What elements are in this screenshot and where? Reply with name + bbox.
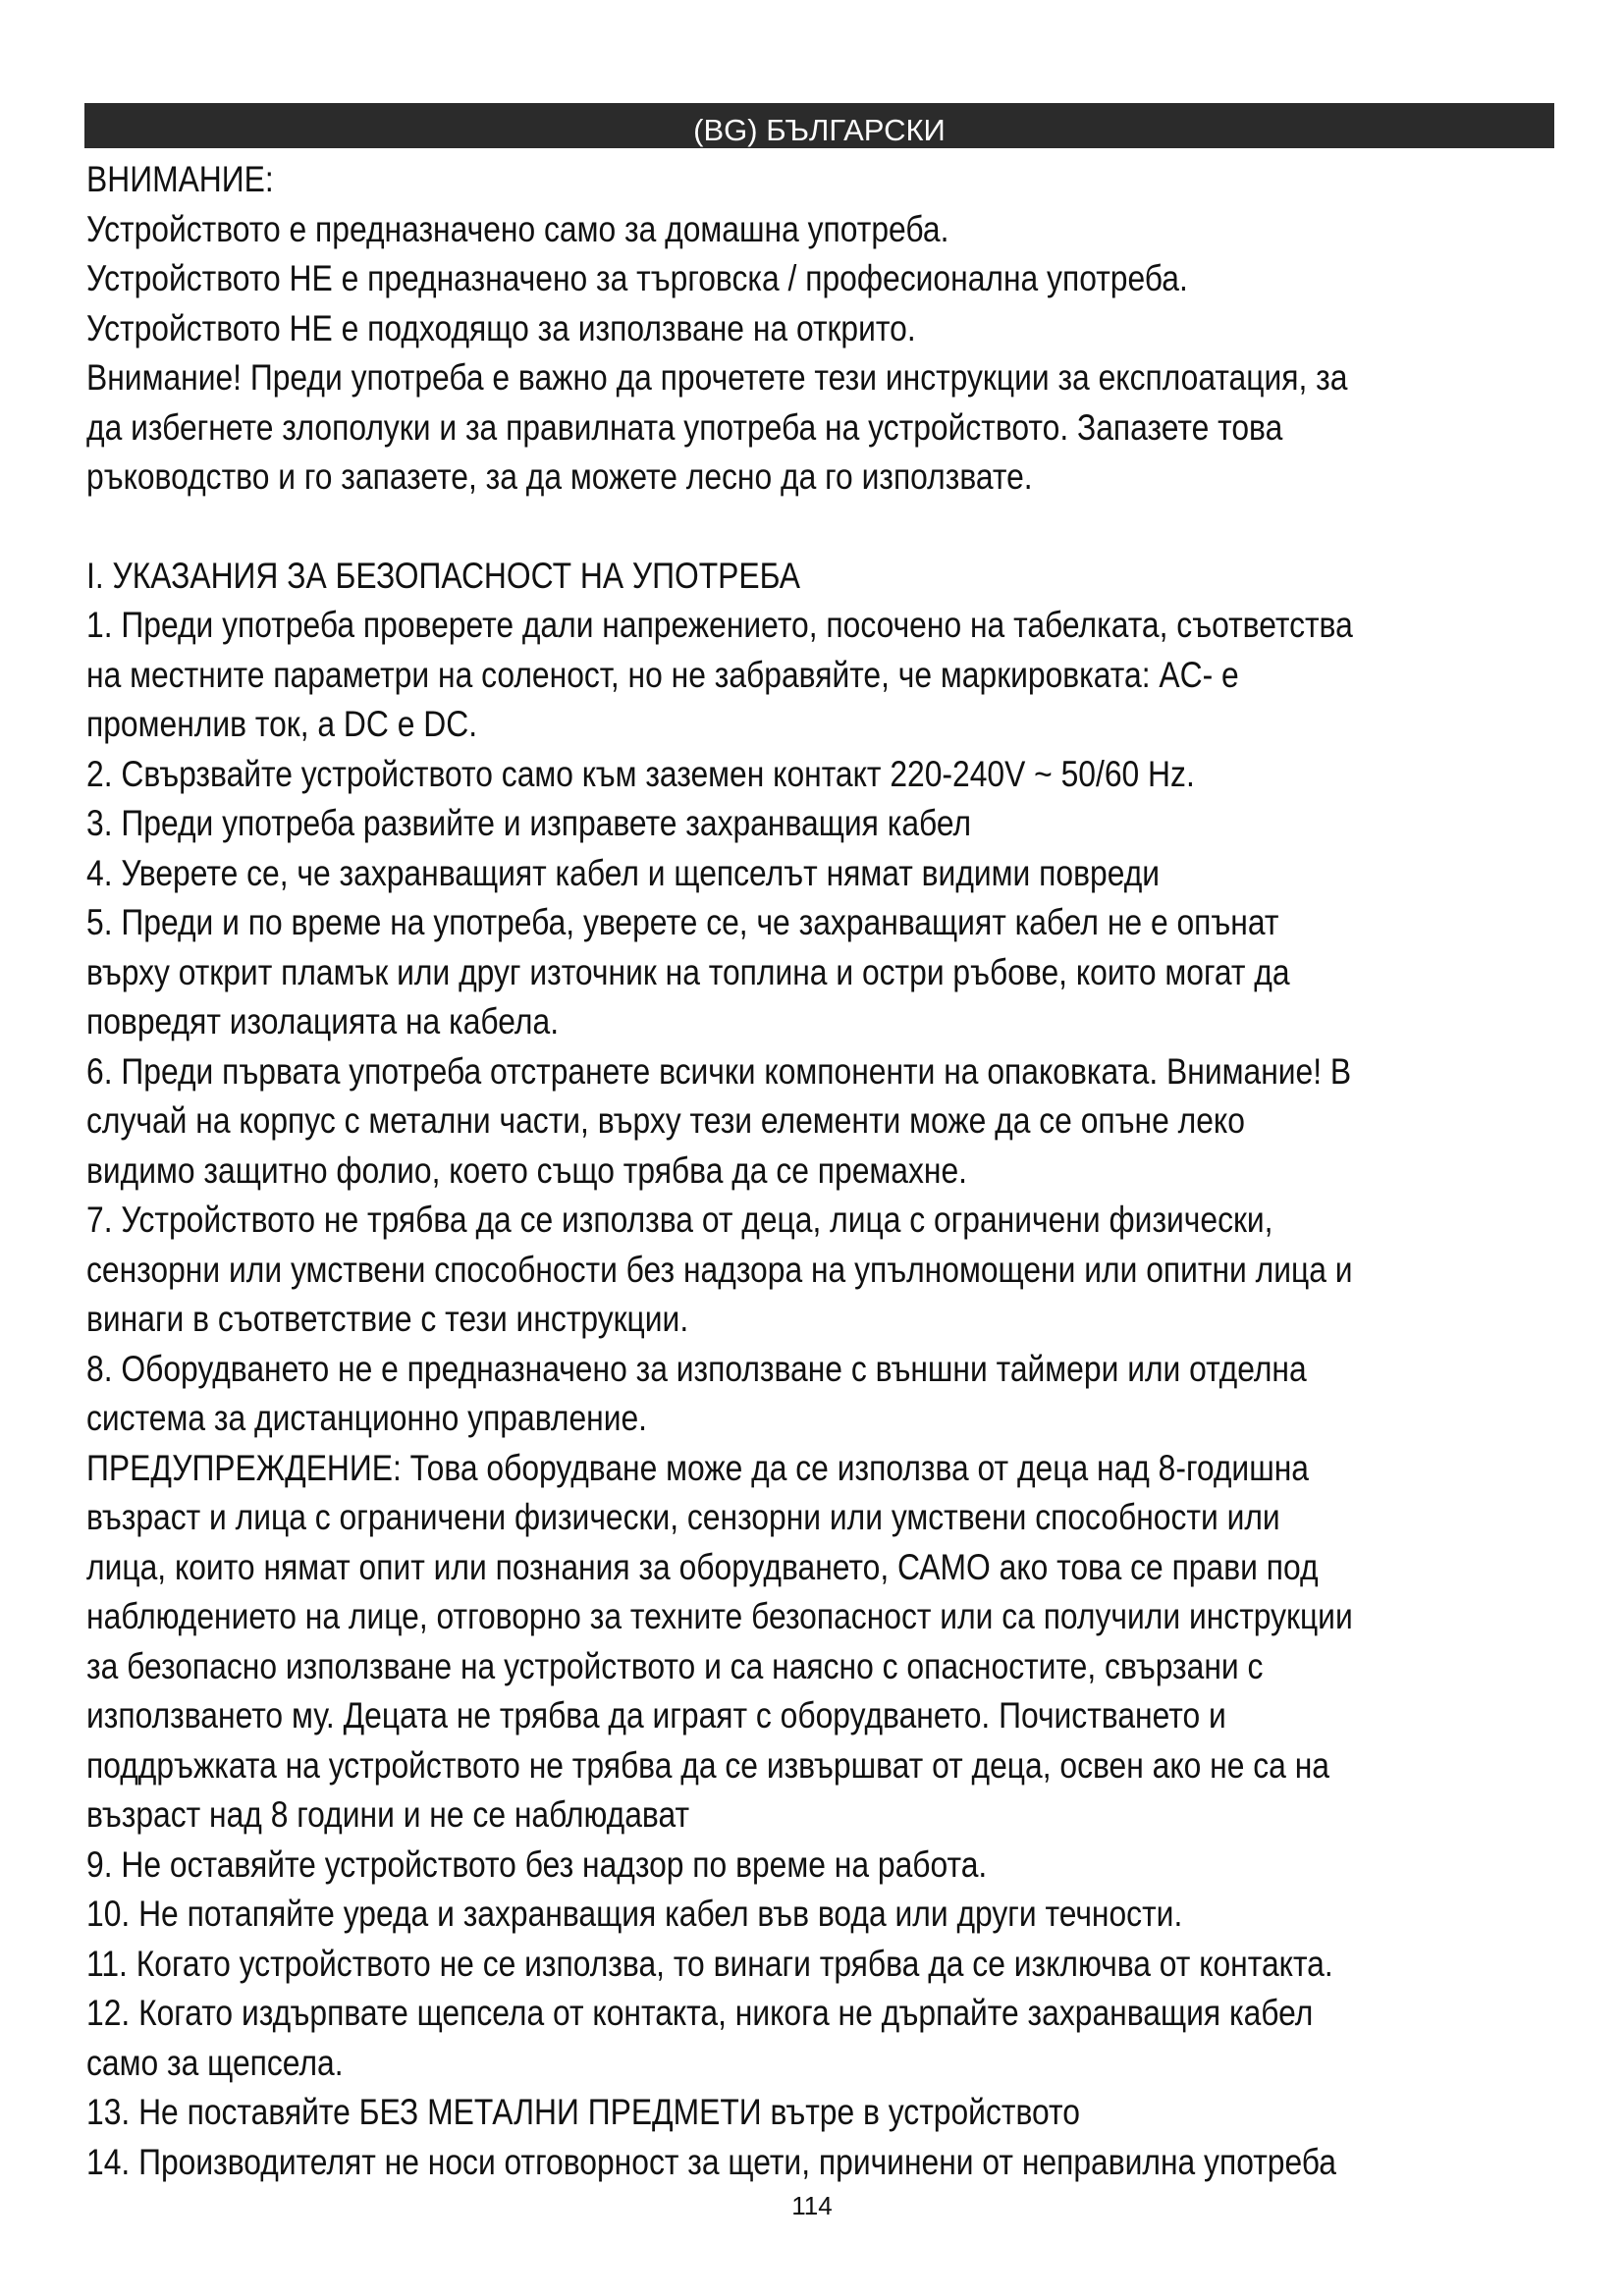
safety-item: 4. Уверете се, че захранващият кабел и щепселът нямат видими повреди: [86, 852, 1161, 893]
page-content: [86, 155, 1353, 2187]
warning-paragraph: Устройството НЕ е предназначено за търговска / професионална употреба.: [86, 258, 1188, 298]
section-heading: I. УКАЗАНИЯ ЗА БЕЗОПАСНОСТ НА УПОТРЕБА: [86, 555, 801, 596]
warning-title: ВНИМАНИЕ:: [86, 159, 274, 199]
safety-item: 3. Преди употреба развийте и изправете захранващия кабел: [86, 803, 972, 843]
language-header-bar: [84, 103, 1554, 148]
section-spacer: [86, 503, 1353, 552]
safety-warning-paragraph: ПРЕДУПРЕЖДЕНИЕ: Това оборудване може да се използва от деца над 8-годишна възраст и лица с ограничени физически, сензорни или умствени способности или лица, които нямат опит или познания за оборудването, САМО ако това се прави под наблюдението на лице, отговорно за техните безопасност или са получили инструкции за безопасно използване на устройството и са наясно с опасностите, свързани с използването му. Децата не трябва да играят с оборудването. Почистването и поддръжката на устройството не трябва да се извършват от деца, освен ако не са на възраст над 8 години и не се наблюдават: [86, 1447, 1353, 1835]
safety-item: 2. Свързвайте устройството само към заземен контакт 220-240V ~ 50/60 Hz.: [86, 753, 1195, 794]
safety-item: 12. Когато издърпвате щепсела от контакта, никога не дърпайте захранващия кабел само за щепсела.: [86, 1993, 1314, 2083]
warning-paragraph: Устройството е предназначено само за домашна употреба.: [86, 208, 949, 249]
safety-item: 5. Преди и по време на употреба, уверете се, че захранващият кабел не е опънат върху открит пламък или друг източник на топлина и остри ръбове, които могат да повредят изолацията на кабела.: [86, 902, 1290, 1041]
safety-item: 11. Когато устройството не се използва, то винаги трябва да се изключва от контакта.: [86, 1943, 1333, 1984]
warning-paragraph: Внимание! Преди употреба е важно да прочетете тези инструкции за експлоатация, за да избегнете злополуки и за правилната употреба на устройството. Запазете това ръководство и го запазете, за да можете лесно да го използвате.: [86, 357, 1348, 497]
safety-item: 13. Не поставяйте БЕЗ МЕТАЛНИ ПРЕДМЕТИ вътре в устройството: [86, 2092, 1080, 2132]
safety-item: 14. Производителят не носи отговорност за щети, причинени от неправилна употреба: [86, 2141, 1337, 2182]
safety-item: 10. Не потапяйте уреда и захранващия кабел във вода или други течности.: [86, 1894, 1183, 1934]
language-label: (BG) БЪЛГАРСКИ: [693, 113, 946, 147]
safety-item: 6. Преди първата употреба отстранете всички компоненти на опаковката. Внимание! В случай на корпус с метални части, върху тези елементи може да се опъне леко видимо защитно фолио, което също трябва да се премахне.: [86, 1050, 1352, 1191]
warning-paragraph: Устройството НЕ е подходящо за използване на открито.: [86, 307, 916, 348]
safety-item: 7. Устройството не трябва да се използва от деца, лица с ограничени физически, сензорни или умствени способности без надзора на упълномощени или опитни лица и винаги в съответствие с тези инструкции.: [86, 1200, 1353, 1339]
page-number: 114: [791, 2191, 833, 2220]
safety-item: 8. Оборудването не е предназначено за използване с външни таймери или отделна система за дистанционно управление.: [86, 1348, 1307, 1438]
safety-item: 9. Не оставяйте устройството без надзор по време на работа.: [86, 1843, 988, 1885]
safety-item: 1. Преди употреба проверете дали напрежението, посочено на табелката, съответства на местните параметри на соленост, но не забравяйте, че маркировката: AC- е променлив ток, а DC е DC.: [86, 605, 1353, 744]
